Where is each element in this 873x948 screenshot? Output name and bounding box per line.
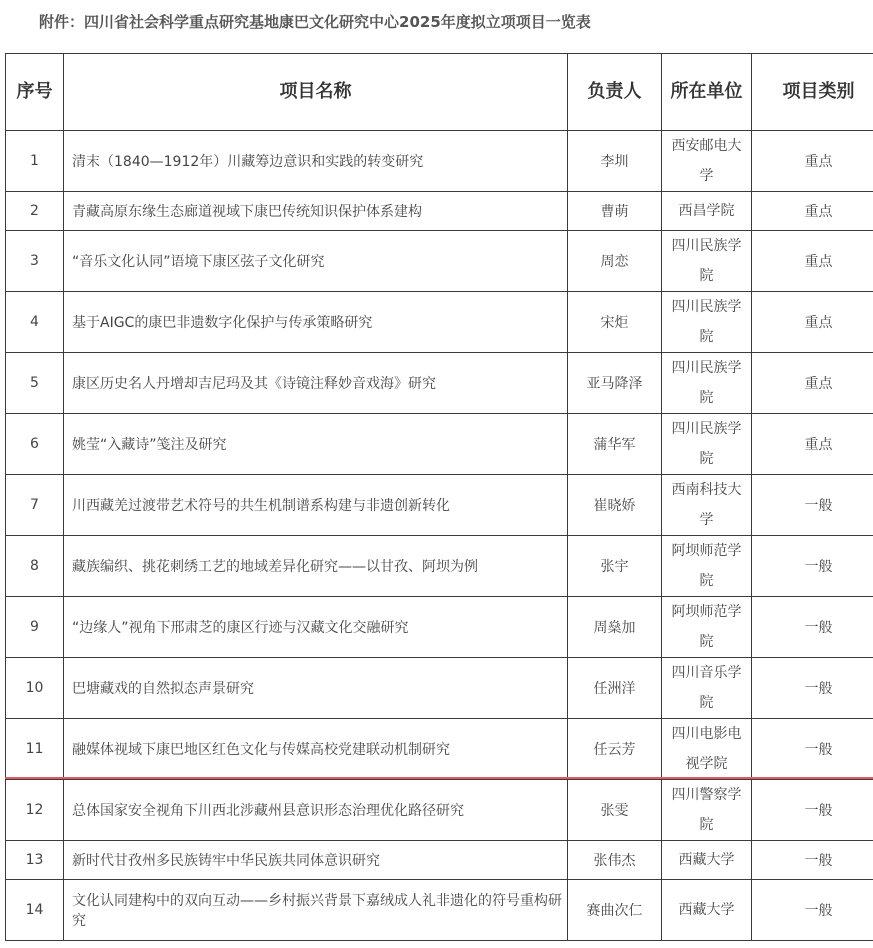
header-category: 项目类别 xyxy=(752,54,873,131)
cell-name: 基于AIGC的康巴非遗数字化保护与传承策略研究 xyxy=(64,292,568,353)
cell-category: 重点 xyxy=(752,131,873,192)
cell-seq: 5 xyxy=(6,353,64,414)
cell-seq: 6 xyxy=(6,414,64,475)
table-row xyxy=(6,192,873,231)
cell-unit: 西昌学院 xyxy=(662,192,752,231)
cell-leader: 周恋 xyxy=(568,231,662,292)
cell-leader: 亚马降泽 xyxy=(568,353,662,414)
cell-seq: 8 xyxy=(6,536,64,597)
header-leader: 负责人 xyxy=(568,54,662,131)
cell-category: 一般 xyxy=(752,841,873,880)
cell-category: 一般 xyxy=(752,536,873,597)
cell-name: 藏族编织、挑花刺绣工艺的地域差异化研究——以甘孜、阿坝为例 xyxy=(64,536,568,597)
cell-unit: 阿坝师范学院 xyxy=(662,536,752,597)
cell-unit: 四川民族学院 xyxy=(662,292,752,353)
header-name: 项目名称 xyxy=(64,54,568,131)
cell-unit: 西藏大学 xyxy=(662,880,752,941)
cell-leader: 宋炬 xyxy=(568,292,662,353)
cell-name: 融媒体视域下康巴地区红色文化与传媒高校党建联动机制研究 xyxy=(64,719,568,780)
header-unit-label: 所在单位 xyxy=(670,81,743,102)
cell-seq: 3 xyxy=(6,231,64,292)
cell-seq: 7 xyxy=(6,475,64,536)
cell-unit: 阿坝师范学院 xyxy=(662,597,752,658)
cell-leader: 赛曲次仁 xyxy=(568,880,662,941)
cell-leader: 张雯 xyxy=(568,780,662,841)
cell-name: 康区历史名人丹增却吉尼玛及其《诗镜注释妙音戏海》研究 xyxy=(64,353,568,414)
cell-category: 重点 xyxy=(752,231,873,292)
cell-seq: 12 xyxy=(6,780,64,841)
cell-name: 总体国家安全视角下川西北涉藏州县意识形态治理优化路径研究 xyxy=(64,780,568,841)
cell-seq: 14 xyxy=(6,880,64,941)
cell-unit: 西藏大学 xyxy=(662,841,752,880)
cell-category: 一般 xyxy=(752,880,873,941)
cell-name: 巴塘藏戏的自然拟态声景研究 xyxy=(64,658,568,719)
cell-name: “边缘人”视角下邢肃芝的康区行迹与汉藏文化交融研究 xyxy=(64,597,568,658)
cell-unit: 西南科技大学 xyxy=(662,475,752,536)
cell-seq: 9 xyxy=(6,597,64,658)
red-divider-line xyxy=(5,777,873,779)
header-unit xyxy=(662,54,752,131)
cell-leader: 张伟杰 xyxy=(568,841,662,880)
table-header-row xyxy=(6,54,873,131)
cell-category: 重点 xyxy=(752,192,873,231)
cell-leader: 任云芳 xyxy=(568,719,662,780)
cell-category: 一般 xyxy=(752,475,873,536)
table-row xyxy=(6,414,873,475)
table-row xyxy=(6,597,873,658)
cell-leader: 任洲洋 xyxy=(568,658,662,719)
table-row xyxy=(6,131,873,192)
cell-name: 姚莹“入藏诗”笺注及研究 xyxy=(64,414,568,475)
cell-category: 一般 xyxy=(752,780,873,841)
table-row xyxy=(6,880,873,941)
cell-seq: 11 xyxy=(6,719,64,780)
cell-seq: 2 xyxy=(6,192,64,231)
table-row xyxy=(6,658,873,719)
table-row xyxy=(6,475,873,536)
cell-unit: 四川民族学院 xyxy=(662,231,752,292)
cell-unit: 四川音乐学院 xyxy=(662,658,752,719)
cell-category: 重点 xyxy=(752,414,873,475)
cell-leader: 崔晓娇 xyxy=(568,475,662,536)
cell-leader: 周燊加 xyxy=(568,597,662,658)
table-row xyxy=(6,841,873,880)
cell-seq: 10 xyxy=(6,658,64,719)
cell-name: 新时代甘孜州多民族铸牢中华民族共同体意识研究 xyxy=(64,841,568,880)
cell-name: 清末（1840—1912年）川藏筹边意识和实践的转变研究 xyxy=(64,131,568,192)
cell-unit: 四川民族学院 xyxy=(662,414,752,475)
cell-unit: 四川电影电视学院 xyxy=(662,719,752,780)
cell-seq: 1 xyxy=(6,131,64,192)
cell-category: 一般 xyxy=(752,719,873,780)
cell-leader: 李圳 xyxy=(568,131,662,192)
table-row xyxy=(6,292,873,353)
cell-unit: 四川警察学院 xyxy=(662,780,752,841)
header-seq: 序号 xyxy=(6,54,64,131)
table-row xyxy=(6,231,873,292)
cell-name: 青藏高原东缘生态廊道视域下康巴传统知识保护体系建构 xyxy=(64,192,568,231)
table-row xyxy=(6,780,873,841)
table-row xyxy=(6,719,873,780)
cell-category: 一般 xyxy=(752,658,873,719)
cell-leader: 曹萌 xyxy=(568,192,662,231)
cell-category: 重点 xyxy=(752,292,873,353)
cell-leader: 张宇 xyxy=(568,536,662,597)
cell-unit: 四川民族学院 xyxy=(662,353,752,414)
cell-seq: 13 xyxy=(6,841,64,880)
cell-name: 川西藏羌过渡带艺术符号的共生机制谱系构建与非遗创新转化 xyxy=(64,475,568,536)
cell-name: “音乐文化认同”语境下康区弦子文化研究 xyxy=(64,231,568,292)
cell-unit: 西安邮电大学 xyxy=(662,131,752,192)
cell-seq: 4 xyxy=(6,292,64,353)
project-table xyxy=(5,53,873,941)
table-row xyxy=(6,353,873,414)
cell-name: 文化认同建构中的双向互动——乡村振兴背景下嘉绒成人礼非遗化的符号重构研究 xyxy=(64,880,568,941)
table-row xyxy=(6,536,873,597)
cell-leader: 蒲华军 xyxy=(568,414,662,475)
page-title: 附件：四川省社会科学重点研究基地康巴文化研究中心2025年度拟立项项目一览表 xyxy=(39,13,591,31)
cell-category: 一般 xyxy=(752,597,873,658)
cell-category: 重点 xyxy=(752,353,873,414)
